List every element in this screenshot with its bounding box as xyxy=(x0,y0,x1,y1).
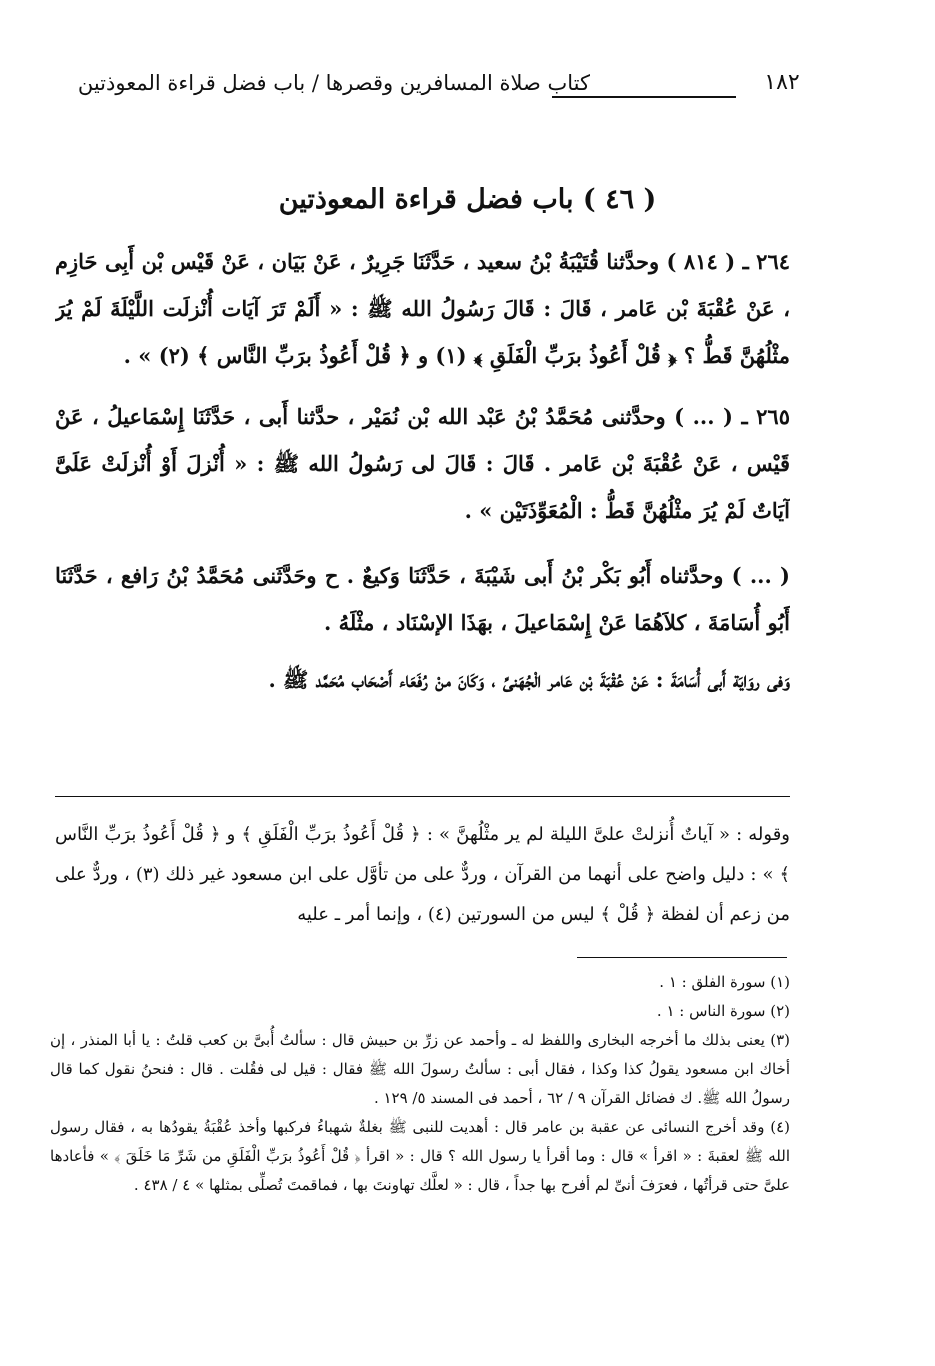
running-head-title: كتاب صلاة المسافرين وقصرها / باب فضل قراءة المعوذتين xyxy=(77,71,590,95)
page-number: ١٨٢ xyxy=(764,70,800,95)
hadith-264: ٢٦٤ ـ ( ٨١٤ ) وحدَّثنا قُتَيْبَةُ بْنُ سعيد ، حَدَّثَنَا جَرِيرٌ ، عَنْ بَيَان ، عَنْ قَيْس بْن أَبِى حَازِم ، عَنْ عُقْبَةَ بْن عَامر ، قَالَ : قَالَ رَسُولُ الله ﷺ : « أَلَمْ تَرَ آيَات أُنْزلَت اللَّيْلَةَ لَمْ يُرَ مثْلُهُنَّ قَطُّ ؟ ﴿ قُلْ أَعُوذُ برَبِّ الْفَلَقِ ﴾ (١) و ﴿ قُلْ أَعُوذُ برَبِّ النَّاس ﴾ (٢) » . xyxy=(55,249,790,368)
footnote-1: (١) سورة الفلق : ١ . xyxy=(659,973,790,991)
header-rule xyxy=(552,96,736,98)
hadith-265: ٢٦٥ ـ ( ... ) وحدَّثنى مُحَمَّدُ بْنُ عَبْد الله بْن نُمَيْر ، حدَّثنا أَبى ، حَدَّثَنَا إِسْمَاعيلُ ، عَنْ قَيْس ، عَنْ عُقْبَةَ بْن عَامر . قَالَ : قَالَ لى رَسُولُ الله ﷺ : « أُنْزلَ أَوْ أُنْزلَتْ عَلَىَّ آيَاتٌ لَمْ يُرَ مثْلُهُنَّ قَطُّ : الْمُعَوِّذَتَيْن » . xyxy=(55,404,790,523)
commentary-text: وقوله : « آياتٌ أُنزلتْ علىَّ الليلة لم ير مثْلُهنَّ » : ﴿ قُلْ أَعُوذُ برَبِّ الْفَلَقِ ﴾ و ﴿ قُلْ أَعُوذُ برَبِّ النَّاس ﴾ » : دليل واضح على أنهما من القرآن ، وردٌّ على من تأوَّل على ابن مسعود غير ذلك (٣) ، وردٌّ على من زعم أن لفظة ﴿ قُلْ ﴾ ليس من السورتين (٤) ، وإنما أمر ـ عليه xyxy=(55,824,790,925)
chapter-title: ( ٤٦ ) باب فضل قراءة المعوذتين xyxy=(278,184,657,215)
footnote-3: (٣) يعنى بذلك ما أخرجه البخارى واللفظ له ـ وأحمد عن زرِّ بن حبيش قال : سألتُ أُبىَّ بن كعب قلتُ : يا أبا المنذر ، إن أخاك ابن مسعود يقولُ كذا وكذا ، فقال أبى : سألتُ رسولَ الله ﷺ فقال : قيل لى فقُلت . قال : فنحنُ نقول كما قال رسولُ الله ﷺ. ك فضائل القرآن ٩ / ٦٢ ، أحمد فى المسند ٥/ ١٢٩ . xyxy=(50,1031,790,1107)
narration-note: وَفى روَايَة أَبى أُسَامَةَ : عَنْ عُقْبَةَ بْن عَامر الْجُهَنىِّ ، وَكَانَ منْ رُفَعَاء أَصْحَاب مُحَمَّد ﷺ . xyxy=(268,667,790,692)
footnotes xyxy=(50,968,790,1293)
footnote-4: (٤) وقد أخرج النسائى عن عقبة بن عامر قال : أهديت للنبى ﷺ بغلةٌ شهباءُ فركبها وأخذ عُقْبَةُ يقودُها به ، فقال رسول الله ﷺ لعقبةَ : « اقرأ » قال : وما أقرأ يا رسول الله ؟ قال : « اقرأ ﴿ قُلْ أَعُوذُ برَبِّ الْفَلَقِ من شَرِّ مَا خَلَقَ ﴾ » فأعادها علىَّ حتى قرأتُها ، فعرَفَ أنىِّ لم أفرح بها جداً ، قال : « لعلَّك تهاونتَ بها ، فماقمتَ تُصلِّى بمثلها » ٤ / ٤٣٨ . xyxy=(50,1118,790,1194)
footnote-rule xyxy=(577,957,787,958)
footnote-2: (٢) سورة الناس : ١ . xyxy=(656,1002,790,1020)
hadith-chain-variant: ( ... ) وحدَّثناه أَبُو بَكْر بْنُ أَبى شَيْبَةَ ، حَدَّثَنَا وَكيعٌ . ح وحَدَّثَنى مُحَمَّدُ بْنُ رَافع ، حَدَّثَنَا أَبُو أُسَامَةَ ، كلاَهُمَا عَنْ إِسْمَاعيلَ ، بهَذَا الإسْنَاد ، مثْلَهُ . xyxy=(55,563,790,635)
text-separator-rule xyxy=(55,796,790,797)
